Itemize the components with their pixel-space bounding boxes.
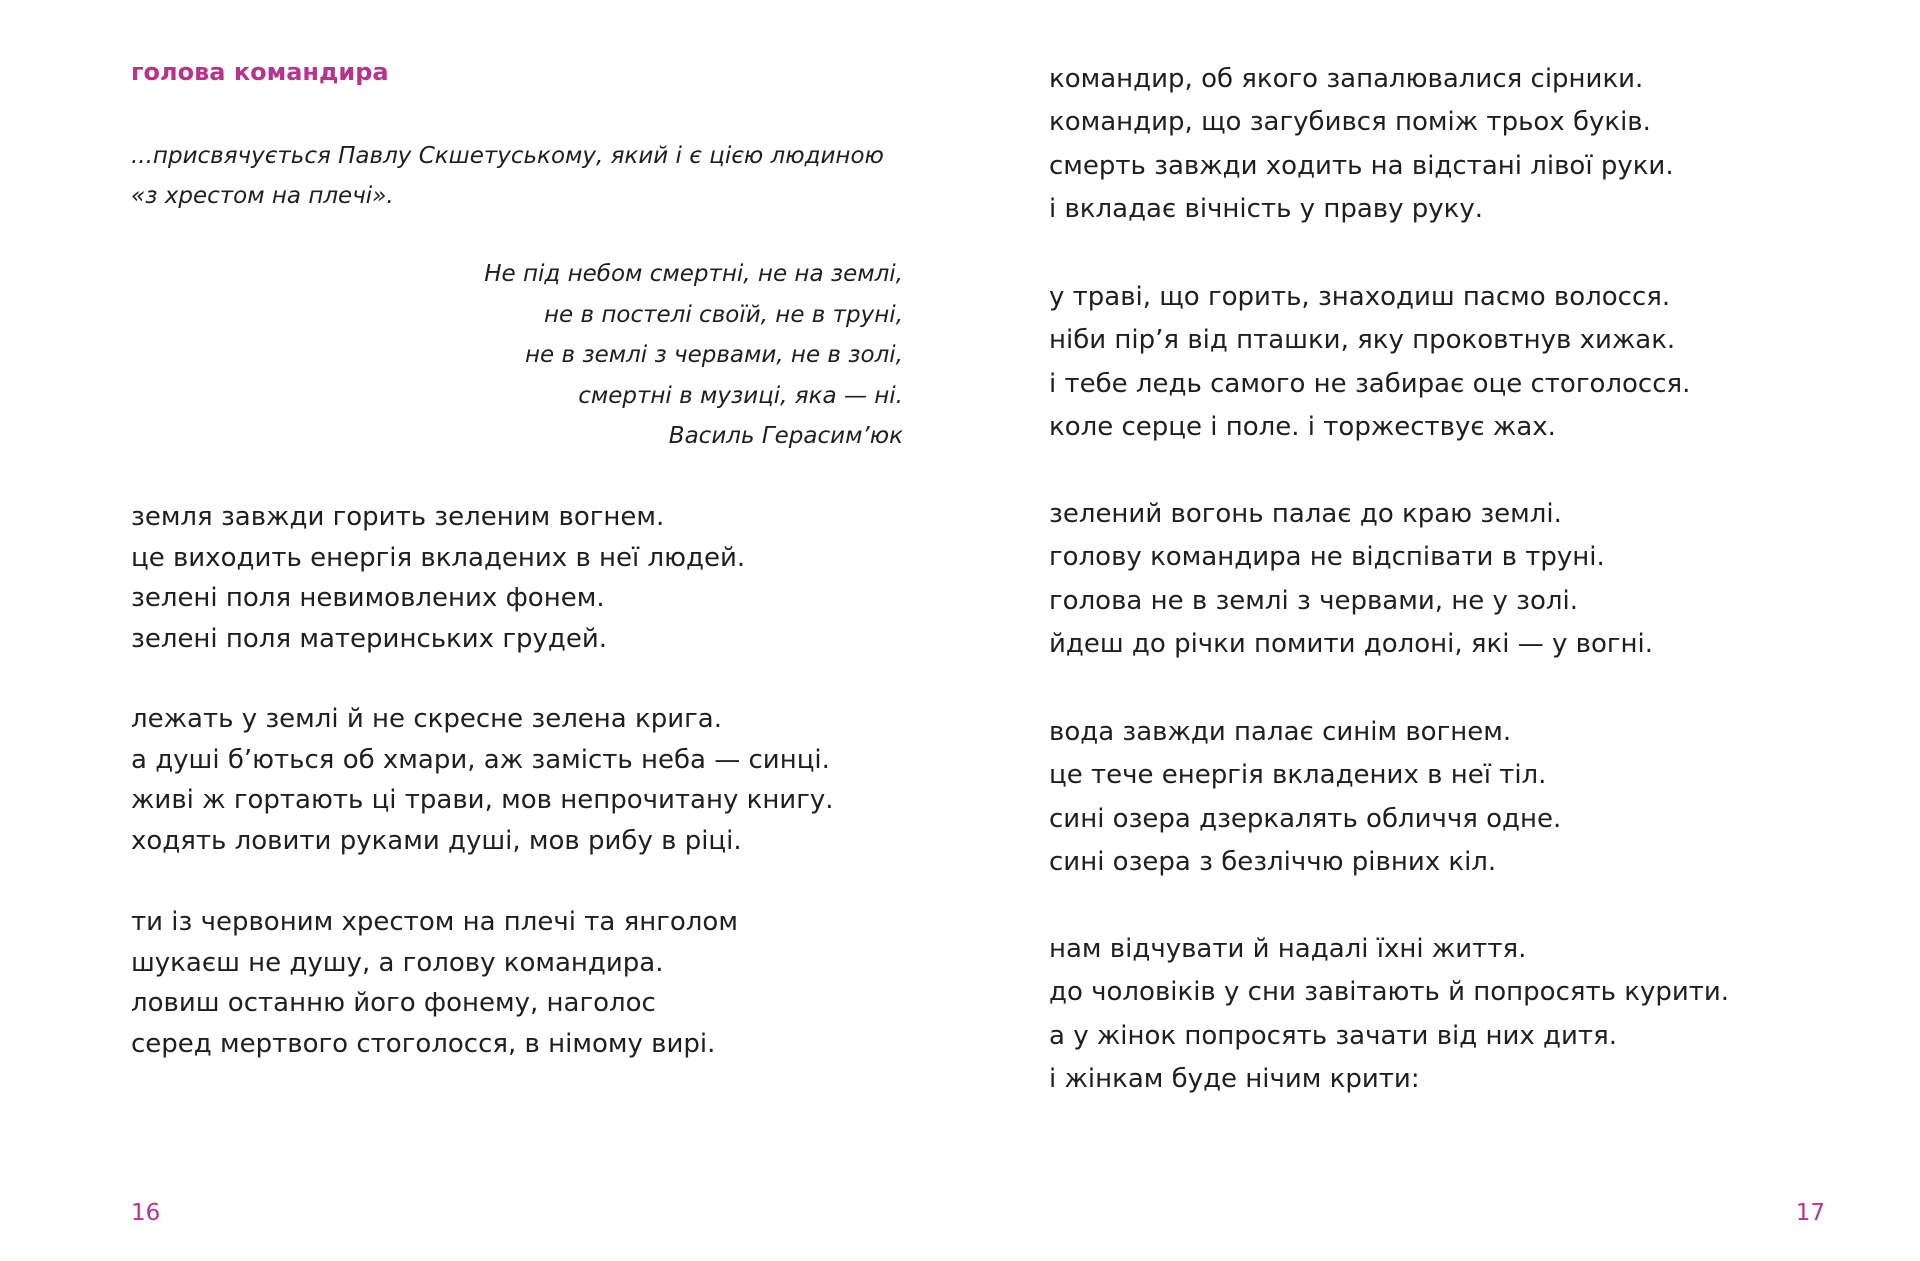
- poem-line: смерть завжди ходить на відстані лівої руки.: [1049, 150, 1674, 181]
- page-number: 16: [131, 1200, 161, 1226]
- right-page: [960, 0, 1920, 1261]
- poem-line: це виходить енергія вкладених в неї людей.: [131, 542, 746, 573]
- poem-line: а у жінок попросять зачати від них дитя.: [1049, 1020, 1617, 1051]
- epigraph: [484, 254, 903, 457]
- poem-line: сині озера з безліччю рівних кіл.: [1049, 847, 1497, 878]
- stanza: [1049, 493, 1653, 667]
- epigraph-line: не в постелі своїй, не в труні,: [543, 301, 903, 328]
- poem-line: шукаєш не душу, а голову командира.: [131, 947, 664, 978]
- poem-line: командир, об якого запалювалися сірники.: [1049, 64, 1644, 94]
- poem-line: а душі б’ються об хмари, аж замість неба — синці.: [131, 744, 830, 775]
- poem-line: коле серце і поле. і торжествує жах.: [1049, 412, 1556, 443]
- poem-line: зелений вогонь палає до краю землі.: [1049, 499, 1562, 529]
- epigraph-line: не в землі з червами, не в золі,: [524, 342, 903, 368]
- poem-line: ти із червоним хрестом на плечі та янголом: [131, 907, 738, 937]
- dedication-line: «з хрестом на плечі».: [131, 183, 394, 209]
- page-number: 17: [1795, 1200, 1825, 1226]
- poem-line: земля завжди горить зеленим вогнем.: [131, 502, 665, 532]
- poem-line: йдеш до річки помити долоні, які — у вогні.: [1049, 629, 1654, 660]
- poem-line: до чоловіків у сни завітають й попросять курити.: [1049, 977, 1730, 1008]
- poem-line: серед мертвого стоголосся, в німому вирі.: [131, 1028, 716, 1059]
- poem-line: сині озера дзеркалять обличчя одне.: [1049, 803, 1562, 834]
- epigraph-author: Василь Герасим’юк: [668, 423, 903, 449]
- stanza: [131, 902, 738, 1064]
- poem-line: зелені поля материнських грудей.: [131, 623, 607, 654]
- poem-line: і жінкам буде нічим крити:: [1049, 1064, 1420, 1095]
- dedication-line: ...присвячується Павлу Скшетуському, який і є цією людиною: [131, 143, 884, 169]
- epigraph-line: Не під небом смертні, не на землі,: [484, 261, 903, 287]
- poem-line: у траві, що горить, знаходиш пасмо волосся.: [1049, 282, 1671, 312]
- stanza: [1049, 58, 1674, 232]
- epigraph-line: смертні в музиці, яка — ні.: [578, 382, 903, 409]
- poem-title: голова командира: [131, 58, 389, 86]
- poem-line: командир, що загубився поміж трьох буків.: [1049, 107, 1651, 138]
- stanza: [131, 497, 745, 659]
- poem-line: ловиш останню його фонему, наголос: [131, 988, 656, 1018]
- poem-line: ніби пір’я від пташки, яку проковтнув хижак.: [1049, 325, 1676, 356]
- poem-line: вода завжди палає синім вогнем.: [1049, 717, 1512, 747]
- stanza: [1049, 276, 1690, 450]
- poem-line: живі ж гортають ці трави, мов непрочитану книгу.: [131, 785, 834, 815]
- poem-line: і тебе ледь самого не забирає оце стоголосся.: [1049, 368, 1691, 399]
- poem-line: голова не в землі з червами, не у золі.: [1049, 585, 1579, 616]
- poem-line: це тече енергія вкладених в неї тіл.: [1049, 760, 1547, 791]
- stanza: [1049, 928, 1729, 1102]
- poem-line: нам відчувати й надалі їхні життя.: [1049, 934, 1527, 964]
- poem-line: лежать у землі й не скресне зелена крига.: [131, 704, 722, 734]
- poem-line: ходять ловити руками душі, мов рибу в ріці.: [131, 825, 742, 856]
- stanza: [1049, 711, 1561, 885]
- poem-line: голову командира не відспівати в труні.: [1049, 542, 1605, 573]
- poem-line: і вкладає вічність у праву руку.: [1049, 194, 1483, 225]
- stanza: [131, 699, 834, 861]
- poem-line: зелені поля невимовлених фонем.: [131, 583, 605, 613]
- dedication: [131, 136, 911, 216]
